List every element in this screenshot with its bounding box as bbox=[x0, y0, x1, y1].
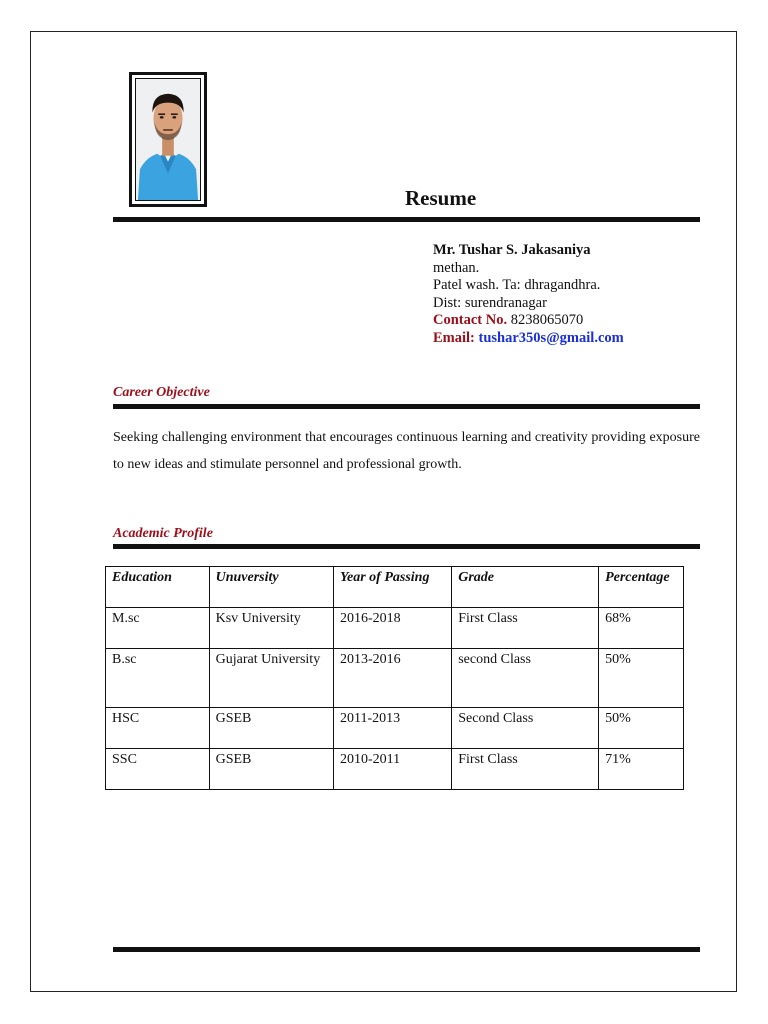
table-row bbox=[106, 649, 684, 708]
academic-profile-divider bbox=[113, 544, 700, 549]
table-cell: 50% bbox=[599, 708, 684, 749]
table-row bbox=[106, 708, 684, 749]
email-link[interactable]: tushar350s@gmail.com bbox=[478, 329, 624, 346]
candidate-name: Mr. Tushar S. Jakasaniya bbox=[433, 242, 591, 258]
table-cell: 2010-2011 bbox=[334, 749, 452, 790]
address-line-3: Dist: surendranagar bbox=[433, 294, 547, 311]
career-objective-heading: Career Objective bbox=[113, 385, 210, 400]
table-row bbox=[106, 608, 684, 649]
table-cell: M.sc bbox=[106, 608, 210, 649]
table-cell: 2016-2018 bbox=[334, 608, 452, 649]
table-cell: 2011-2013 bbox=[334, 708, 452, 749]
table-cell: 2013-2016 bbox=[334, 649, 452, 708]
table-cell: 71% bbox=[599, 749, 684, 790]
table-cell: Second Class bbox=[452, 708, 599, 749]
phone-row bbox=[433, 312, 624, 330]
resume-title: Resume bbox=[405, 186, 477, 210]
email-label: Email: bbox=[433, 329, 475, 346]
column-header-grade: Grade bbox=[452, 567, 599, 608]
column-header-percentage: Percentage bbox=[599, 567, 684, 608]
table-cell: 50% bbox=[599, 649, 684, 708]
profile-photo bbox=[129, 72, 207, 207]
table-cell: First Class bbox=[452, 608, 599, 649]
phone-label: Contact No. bbox=[433, 312, 508, 329]
column-header-education: Education bbox=[106, 567, 210, 608]
career-objective-text: Seeking challenging environment that encourages continuous learning and creativity providing exposure to new ideas and stimulate personnel and professional growth. bbox=[113, 430, 700, 472]
address-line-1: methan. bbox=[433, 259, 480, 276]
academic-profile-heading: Academic Profile bbox=[113, 526, 213, 541]
email-row bbox=[433, 330, 624, 348]
table-cell: Ksv University bbox=[209, 608, 333, 649]
table-cell: SSC bbox=[106, 749, 210, 790]
table-cell: HSC bbox=[106, 708, 210, 749]
person-photo-icon bbox=[136, 79, 200, 200]
footer-divider bbox=[113, 947, 700, 952]
title-divider bbox=[113, 217, 700, 222]
address-line-2: Patel wash. Ta: dhragandhra. bbox=[433, 277, 601, 294]
career-objective-divider bbox=[113, 404, 700, 409]
table-row bbox=[106, 749, 684, 790]
phone-value: 8238065070 bbox=[510, 312, 584, 329]
table-header-row bbox=[106, 567, 684, 608]
column-header-university: Unuversity bbox=[209, 567, 333, 608]
table-cell: First Class bbox=[452, 749, 599, 790]
contact-block bbox=[433, 242, 624, 348]
table-cell: Gujarat University bbox=[209, 649, 333, 708]
column-header-year: Year of Passing bbox=[334, 567, 452, 608]
table-cell: second Class bbox=[452, 649, 599, 708]
table-cell: GSEB bbox=[209, 708, 333, 749]
table-cell: GSEB bbox=[209, 749, 333, 790]
table-cell: B.sc bbox=[106, 649, 210, 708]
academic-table bbox=[105, 566, 684, 790]
table-cell: 68% bbox=[599, 608, 684, 649]
